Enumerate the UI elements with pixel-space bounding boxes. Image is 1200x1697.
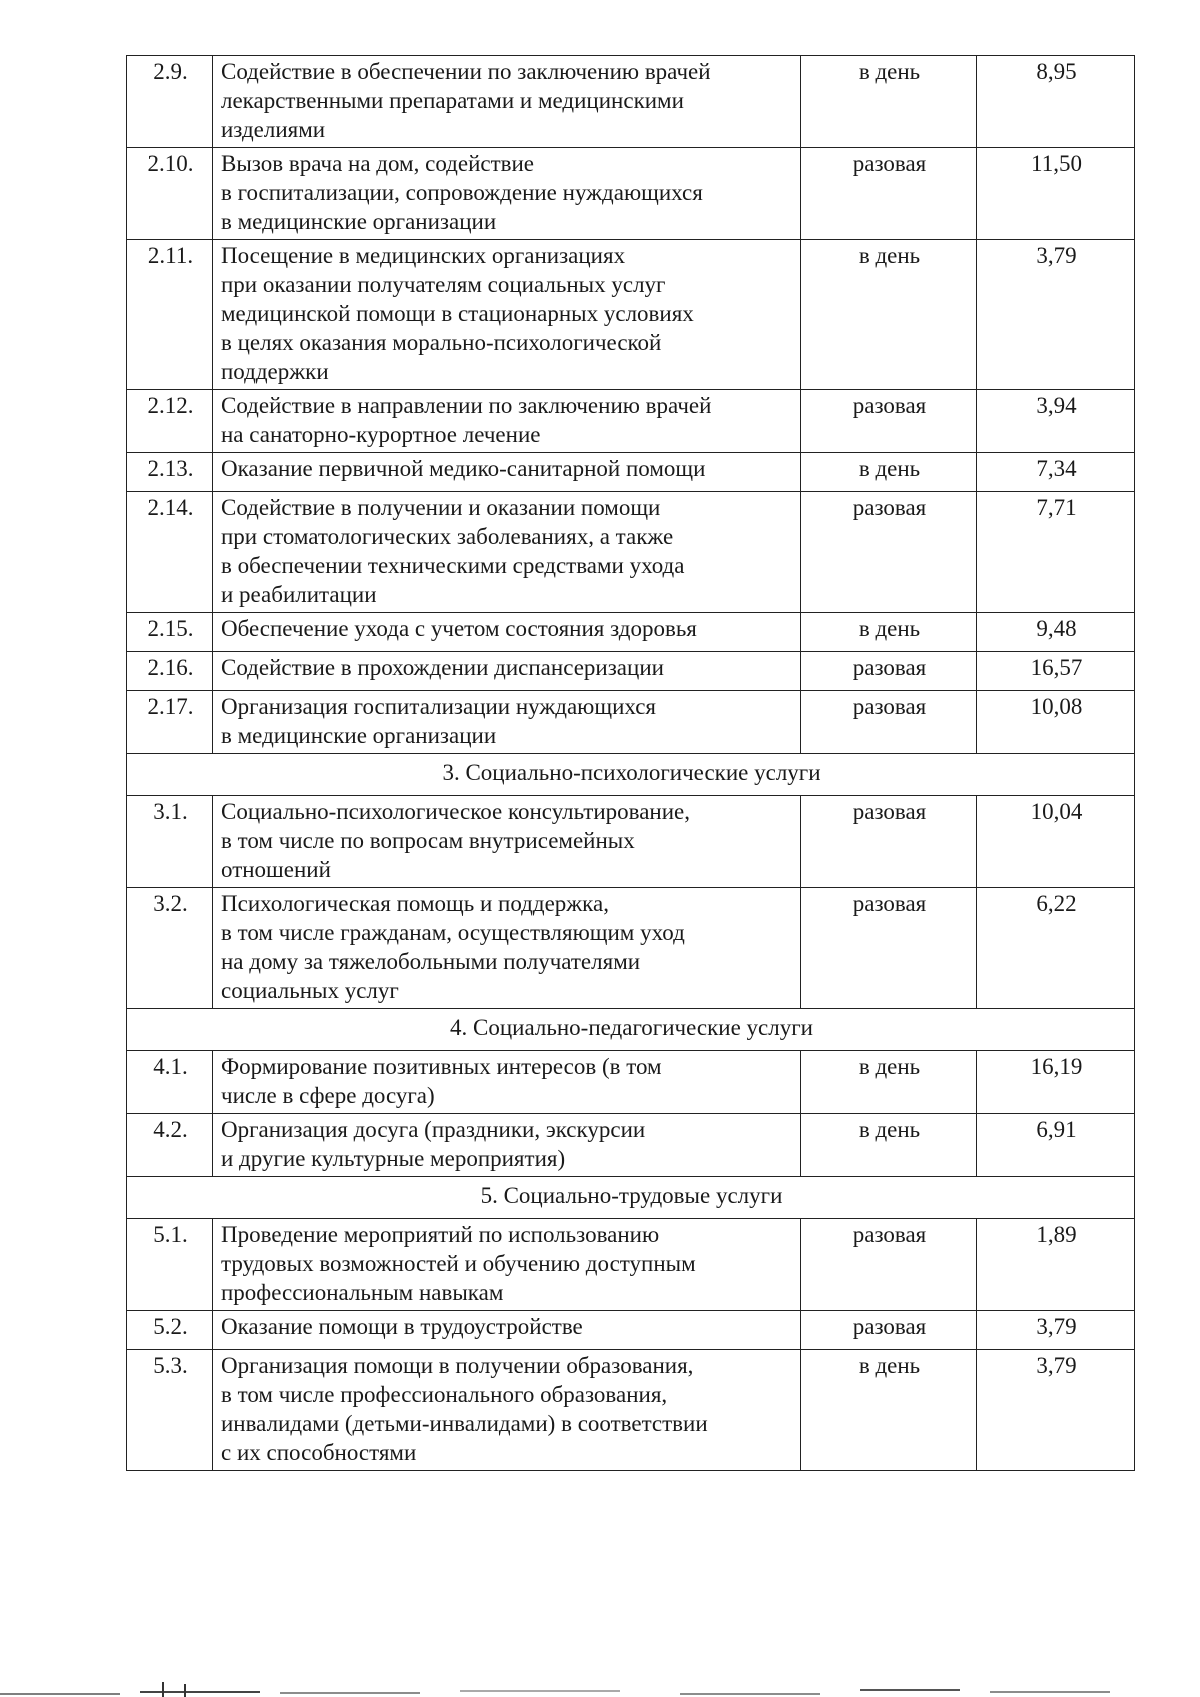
service-number: 5.2.: [127, 1311, 213, 1350]
service-unit: разовая: [801, 888, 977, 1009]
table-row: [127, 453, 1135, 492]
service-unit: в день: [801, 56, 977, 148]
section-header-row: [127, 1009, 1135, 1051]
service-unit: в день: [801, 613, 977, 652]
service-unit: в день: [801, 453, 977, 492]
service-unit: разовая: [801, 390, 977, 453]
table-row: [127, 240, 1135, 390]
section-header-row: [127, 754, 1135, 796]
service-name: Организация досуга (праздники, экскурсии и другие культурные мероприятия): [213, 1114, 801, 1177]
section-title: 5. Социально-трудовые услуги: [127, 1177, 1135, 1219]
service-number: 2.9.: [127, 56, 213, 148]
service-price: 8,95: [977, 56, 1135, 148]
service-name: Обеспечение ухода с учетом состояния здоровья: [213, 613, 801, 652]
service-unit: в день: [801, 1051, 977, 1114]
table-row: [127, 148, 1135, 240]
table-row: [127, 1350, 1135, 1471]
service-number: 5.1.: [127, 1219, 213, 1311]
service-name: Социально-психологическое консультирование, в том числе по вопросам внутрисемейных отношений: [213, 796, 801, 888]
services-table: [126, 55, 1135, 1471]
service-unit: разовая: [801, 796, 977, 888]
service-unit: разовая: [801, 492, 977, 613]
service-number: 2.13.: [127, 453, 213, 492]
table-row: [127, 1219, 1135, 1311]
table-row: [127, 56, 1135, 148]
table-row: [127, 652, 1135, 691]
service-price: 3,79: [977, 240, 1135, 390]
service-number: 3.2.: [127, 888, 213, 1009]
table-row: [127, 492, 1135, 613]
service-unit: разовая: [801, 1219, 977, 1311]
service-price: 3,79: [977, 1350, 1135, 1471]
service-unit: в день: [801, 240, 977, 390]
table-row: [127, 390, 1135, 453]
service-number: 5.3.: [127, 1350, 213, 1471]
table-row: [127, 613, 1135, 652]
service-number: 2.11.: [127, 240, 213, 390]
service-name: Оказание первичной медико-санитарной помощи: [213, 453, 801, 492]
service-price: 10,08: [977, 691, 1135, 754]
service-unit: разовая: [801, 652, 977, 691]
service-number: 3.1.: [127, 796, 213, 888]
service-unit: разовая: [801, 1311, 977, 1350]
table-row: [127, 1311, 1135, 1350]
table-row: [127, 691, 1135, 754]
service-unit: разовая: [801, 148, 977, 240]
service-name: Содействие в прохождении диспансеризации: [213, 652, 801, 691]
service-number: 2.14.: [127, 492, 213, 613]
service-name: Организация госпитализации нуждающихся в медицинские организации: [213, 691, 801, 754]
service-unit: в день: [801, 1350, 977, 1471]
services-table-body: [127, 56, 1135, 1471]
service-price: 7,34: [977, 453, 1135, 492]
service-name: Психологическая помощь и поддержка, в том числе гражданам, осуществляющим уход на дому за тяжелобольными получателями социальных услуг: [213, 888, 801, 1009]
section-title: 3. Социально-психологические услуги: [127, 754, 1135, 796]
service-price: 3,79: [977, 1311, 1135, 1350]
service-price: 3,94: [977, 390, 1135, 453]
service-name: Посещение в медицинских организациях при оказании получателям социальных услуг медицинской помощи в стационарных условиях в целях оказания морально-психологической поддержки: [213, 240, 801, 390]
service-number: 4.2.: [127, 1114, 213, 1177]
service-name: Содействие в получении и оказании помощи при стоматологических заболеваниях, а также в обеспечении техническими средствами ухода и реабилитации: [213, 492, 801, 613]
service-price: 16,19: [977, 1051, 1135, 1114]
table-row: [127, 1051, 1135, 1114]
service-name: Организация помощи в получении образования, в том числе профессионального образования, инвалидами (детьми-инвалидами) в соответствии с их способностями: [213, 1350, 801, 1471]
table-row: [127, 888, 1135, 1009]
service-unit: в день: [801, 1114, 977, 1177]
service-number: 2.12.: [127, 390, 213, 453]
service-number: 2.10.: [127, 148, 213, 240]
service-name: Содействие в обеспечении по заключению врачей лекарственными препаратами и медицинскими изделиями: [213, 56, 801, 148]
section-header-row: [127, 1177, 1135, 1219]
service-price: 9,48: [977, 613, 1135, 652]
table-row: [127, 1114, 1135, 1177]
service-number: 4.1.: [127, 1051, 213, 1114]
service-price: 6,91: [977, 1114, 1135, 1177]
service-price: 1,89: [977, 1219, 1135, 1311]
service-name: Оказание помощи в трудоустройстве: [213, 1311, 801, 1350]
service-unit: разовая: [801, 691, 977, 754]
service-price: 6,22: [977, 888, 1135, 1009]
service-price: 11,50: [977, 148, 1135, 240]
service-price: 10,04: [977, 796, 1135, 888]
service-number: 2.15.: [127, 613, 213, 652]
scan-edge-marks: [0, 1676, 1200, 1697]
service-price: 7,71: [977, 492, 1135, 613]
service-price: 16,57: [977, 652, 1135, 691]
section-title: 4. Социально-педагогические услуги: [127, 1009, 1135, 1051]
service-name: Вызов врача на дом, содействие в госпитализации, сопровождение нуждающихся в медицинские организации: [213, 148, 801, 240]
service-number: 2.17.: [127, 691, 213, 754]
service-name: Проведение мероприятий по использованию трудовых возможностей и обучению доступным профессиональным навыкам: [213, 1219, 801, 1311]
service-number: 2.16.: [127, 652, 213, 691]
table-row: [127, 796, 1135, 888]
service-name: Формирование позитивных интересов (в том числе в сфере досуга): [213, 1051, 801, 1114]
service-name: Содействие в направлении по заключению врачей на санаторно-курортное лечение: [213, 390, 801, 453]
